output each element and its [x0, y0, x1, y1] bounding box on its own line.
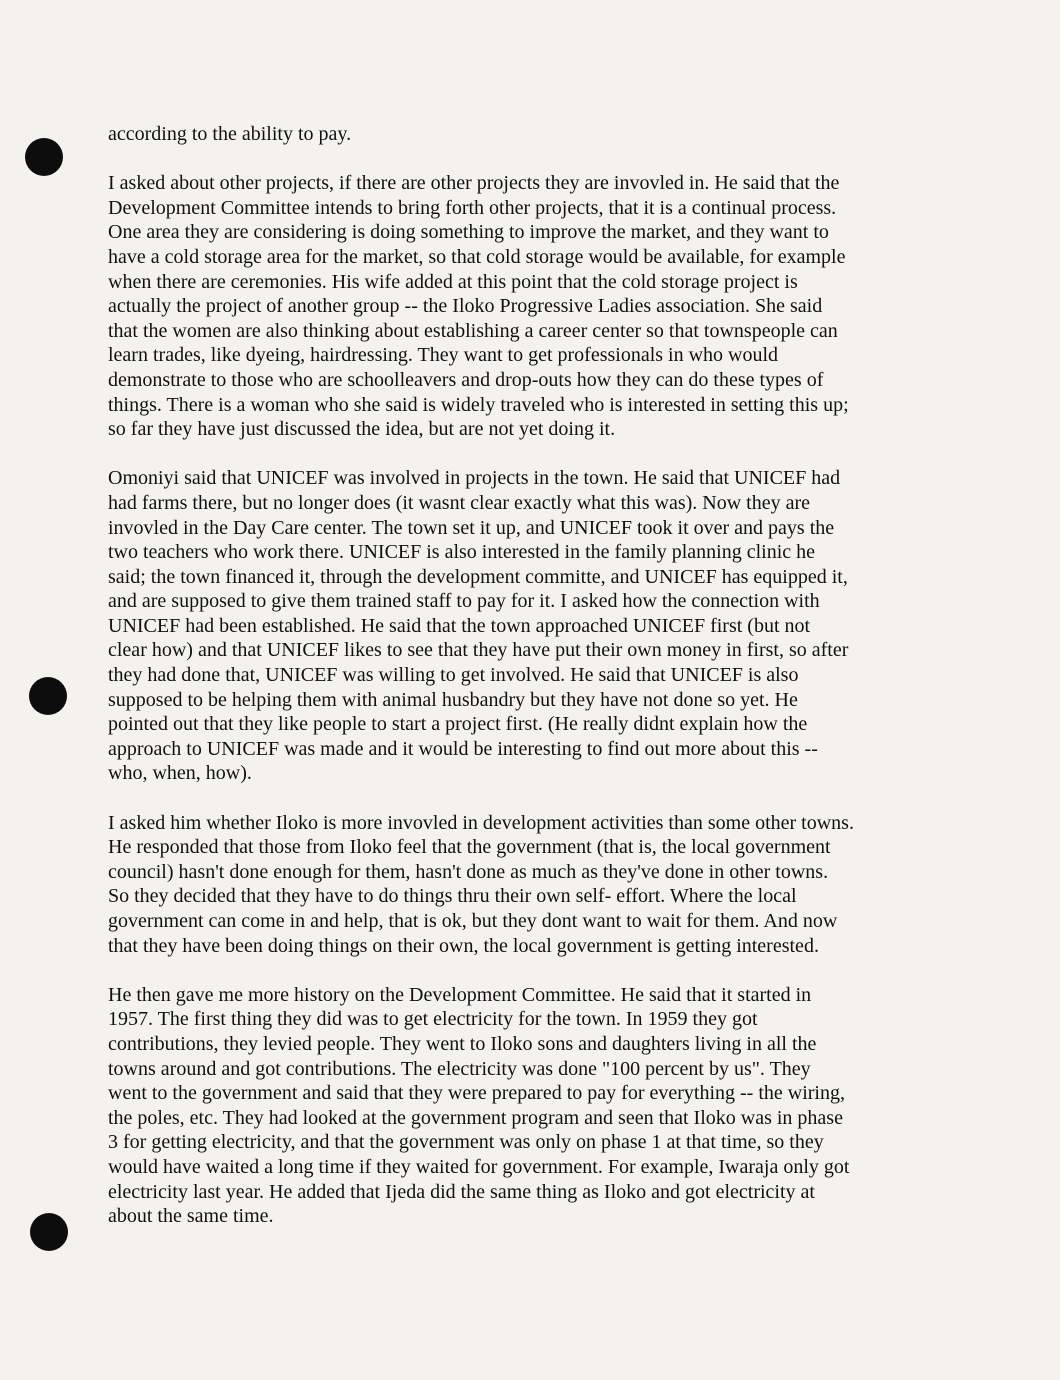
text-line: I asked about other projects, if there are other projects they are invovled in. He said that the	[108, 172, 840, 195]
text-line: said; the town financed it, through the development committe, and UNICEF has equipped it,	[108, 565, 848, 588]
text-line: pointed out that they like people to start a project first. (He really didnt explain how the	[108, 713, 808, 736]
text-line: so far they have just discussed the idea, but are not yet doing it.	[108, 418, 616, 441]
text-line: according to the ability to pay.	[108, 123, 352, 145]
text-line: towns around and got contributions. The electricity was done "100 percent by us". They	[108, 1057, 811, 1080]
text-line: So they decided that they have to do things thru their own self- effort. Where the local	[108, 885, 797, 908]
text-line: and are supposed to give them trained staff to pay for it. I asked how the connection with	[108, 590, 820, 613]
text-line: government can come in and help, that is ok, but they dont want to wait for them. And now	[108, 910, 838, 932]
text-line: electricity last year. He added that Ijeda did the same thing as Iloko and got electricity at	[108, 1180, 815, 1203]
text-line: learn trades, like dyeing, hairdressing. They want to get professionals in who would	[108, 344, 779, 367]
paragraph	[108, 983, 928, 1229]
text-line: clear how) and that UNICEF likes to see that they have put their own money in first, so after	[108, 639, 849, 662]
text-line: invovled in the Day Care center. The town set it up, and UNICEF took it over and pays the	[108, 516, 835, 539]
text-line: things. There is a woman who she said is widely traveled who is interested in setting this up;	[108, 393, 849, 416]
text-line: two teachers who work there. UNICEF is also interested in the family planning clinic he	[108, 541, 816, 564]
text-line: about the same time.	[108, 1205, 274, 1228]
punch-hole	[30, 1213, 68, 1251]
text-line: approach to UNICEF was made and it would be interesting to find out more about this --	[108, 737, 818, 760]
text-line: the poles, etc. They had looked at the government program and seen that Iloko was in phase	[108, 1106, 843, 1129]
text-line: demonstrate to those who are schoolleavers and drop-outs how they can do these types of	[108, 368, 824, 391]
text-line: would have waited a long time if they waited for government. For example, Iwaraja only got	[108, 1155, 850, 1178]
paragraph-gap	[108, 786, 928, 811]
text-line: that they have been doing things on their own, the local government is getting interested.	[108, 934, 819, 957]
paragraph	[108, 171, 928, 442]
text-line: actually the project of another group -- the Iloko Progressive Ladies association. She said	[108, 295, 823, 318]
paragraph	[108, 466, 928, 786]
paragraph-gap	[108, 442, 928, 467]
text-line: UNICEF had been established. He said that the town approached UNICEF first (but not	[108, 614, 811, 637]
text-line: council) hasn't done enough for them, hasn't done as much as they've done in other towns.	[108, 860, 829, 883]
text-line: have a cold storage area for the market, so that cold storage would be available, for example	[108, 245, 846, 268]
text-line: One area they are considering is doing something to improve the market, and they want to	[108, 221, 829, 244]
text-line: they had done that, UNICEF was willing to get involved. He said that UNICEF is also	[108, 664, 799, 687]
paragraph	[108, 811, 928, 959]
text-line: I asked him whether Iloko is more invovled in development activities than some other towns.	[108, 811, 854, 834]
text-line: who, when, how).	[108, 762, 252, 785]
text-line: that the women are also thinking about establishing a career center so that townspeople can	[108, 319, 838, 342]
text-line: 1957. The first thing they did was to get electricity for the town. In 1959 they got	[108, 1008, 758, 1031]
text-line: Omoniyi said that UNICEF was involved in projects in the town. He said that UNICEF had	[108, 467, 841, 490]
text-line: had farms there, but no longer does (it wasnt clear exactly what this was). Now they are	[108, 491, 810, 514]
punch-hole	[25, 138, 63, 176]
paragraph	[108, 122, 928, 147]
paragraph-gap	[108, 147, 928, 172]
text-line: He then gave me more history on the Development Committee. He said that it started in	[108, 983, 812, 1006]
text-line: when there are ceremonies. His wife added at this point that the cold storage project is	[108, 270, 798, 293]
text-line: went to the government and said that they were prepared to pay for everything -- the wiring,	[108, 1082, 845, 1105]
document-body	[108, 122, 928, 1229]
text-line: supposed to be helping them with animal husbandry but they have not done so yet. He	[108, 688, 798, 711]
text-line: 3 for getting electricity, and that the government was only on phase 1 at that time, so they	[108, 1131, 824, 1154]
text-line: He responded that those from Iloko feel that the government (that is, the local government	[108, 836, 831, 859]
text-line: Development Committee intends to bring forth other projects, that it is a continual process.	[108, 196, 837, 219]
punch-hole	[29, 677, 67, 715]
text-line: contributions, they levied people. They went to Iloko sons and daughters living in all the	[108, 1032, 817, 1055]
paragraph-gap	[108, 958, 928, 983]
